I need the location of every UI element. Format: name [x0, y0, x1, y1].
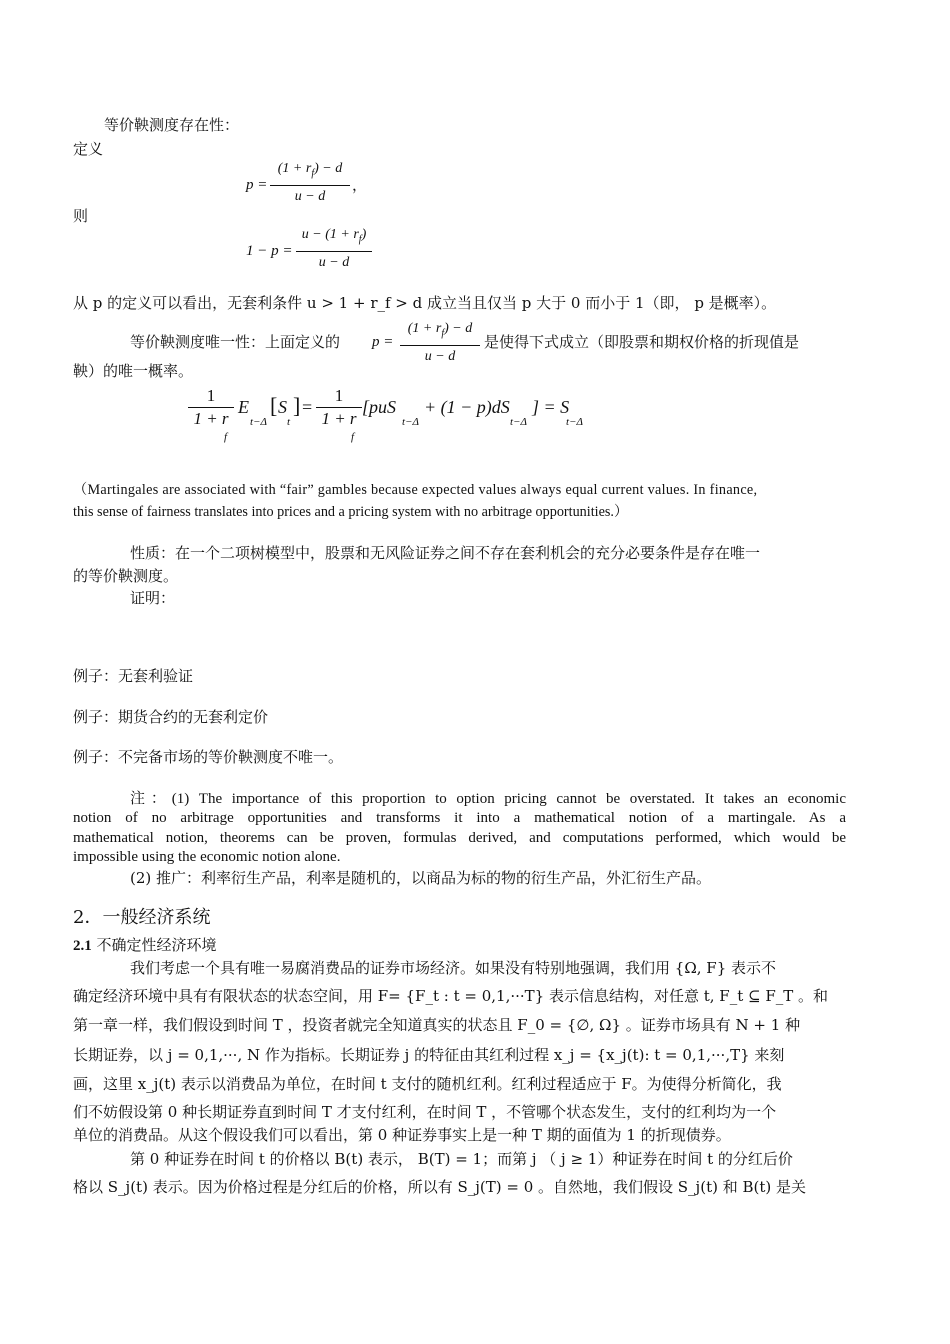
eq2-lhs: 1 − p =: [246, 243, 293, 259]
body-line5: 画，这里 x_j(t) 表示以消费品为单位，在时间 t 支付的随机红利。红利过程适应于 F。为使得分析简化，我: [73, 1075, 782, 1093]
example-1: 例子：无套利验证: [73, 667, 194, 685]
property-line2: 的等价鞅测度。: [73, 567, 179, 585]
body-line4: 长期证券，以 j = 0,1,···, N 作为指标。长期证券 j 的特征由其红利过程 x_j = {x_j(t): t = 0,1,···,T} 来刻: [73, 1046, 785, 1064]
body-line6: 们不妨假设第 0 种长期证券直到时间 T 才支付红利，在时间 T ，不管哪个状态发生，支付的红利均为一个: [73, 1103, 777, 1121]
note-line1: 注：(1) The importance of this proportion to option pricing cannot be overstated. It takes an economic: [130, 791, 846, 807]
body-line1: 我们考虑一个具有唯一易腐消费品的证券市场经济。如果没有特别地强调，我们用 {Ω, F} 表示不: [130, 959, 777, 977]
body-line7: 单位的消费品。从这个假设我们可以看出，第 0 种证券事实上是一种 T 期的面值为 1 的折现债券。: [73, 1126, 731, 1144]
example-3: 例子：不完备市场的等价鞅测度不唯一。: [73, 748, 344, 766]
body-line2: 确定经济环境中具有有限状态的状态空间，用 F= {F_t : t = 0,1,···T} 表示信息结构，对任意 t, F_t ⊆ F_T 。和: [73, 987, 829, 1005]
heading-existence: 等价鞅测度存在性：: [104, 116, 240, 134]
label-then: 则: [73, 207, 89, 225]
eq1-comma: ，: [352, 176, 368, 194]
eq3-body: [puS: [362, 397, 397, 417]
section-2-1-heading: 2.1 不确定性经济环境: [73, 936, 217, 954]
note-line4: impossible using the economic notion alone.: [73, 849, 341, 865]
uniqueness-p-eq: p =: [372, 334, 394, 350]
eq1-lhs: p =: [246, 177, 268, 193]
body-line3: 第一章一样，我们假设到时间 T ，投资者就完全知道真实的状态且 F_0 = {∅, Ω} 。证券市场具有 N + 1 种: [73, 1016, 801, 1034]
note-line2: notion of no arbitrage opportunities and transforms it into a mathematical notion of a martingale. As a: [73, 810, 846, 826]
eq3-body3: ] = S: [532, 397, 570, 417]
note-line5: (2) 推广：利率衍生产品，利率是随机的，以商品为标的物的衍生产品，外汇衍生产品。: [130, 869, 712, 887]
english-note-line1: （Martingales are associated with “fair” gambles because expected values always equal current values. In finance,: [73, 482, 758, 498]
eq3-fraction-2: 1 1 + r: [316, 387, 362, 428]
example-2: 例子：期货合约的无套利定价: [73, 708, 269, 726]
eq2-fraction: $u - (1 + r_f)$ u − d: [296, 226, 372, 272]
eq3-fraction-1: 1 1 + r: [188, 387, 234, 428]
eq3-s: S: [278, 397, 287, 417]
label-definition: 定义: [73, 140, 104, 158]
eq3-body-sub1: t−Δ: [402, 416, 419, 428]
eq3-sub-f2: f: [351, 431, 355, 443]
eq3-body-sub2: t−Δ: [510, 416, 527, 428]
uniqueness-text-a: 等价鞅测度唯一性：上面定义的: [130, 333, 341, 351]
proof-label: 证明：: [130, 589, 176, 607]
uniqueness-fraction: $(1 + r_f) - d$ u − d: [400, 320, 480, 366]
paragraph-no-arbitrage: 从 p 的定义可以看出，无套利条件 u > 1 + r_f > d 成立当且仅当 p 大于 0 而小于 1（即， p 是概率）。: [73, 294, 777, 312]
english-note-line2: this sense of fairness translates into prices and a pricing system with no arbitrage opportunities.）: [73, 504, 629, 520]
section-2-heading: 2．一般经济系统: [73, 907, 211, 928]
property-line1: 性质：在一个二项树模型中，股票和无风险证券之间不存在套利机会的充分必要条件是存在唯一: [130, 544, 761, 562]
eq3-equals: =: [302, 397, 313, 417]
eq3-body-sub3: t−Δ: [566, 416, 583, 428]
eq3-body2: + (1 − p)dS: [424, 397, 510, 417]
uniqueness-text-c: 鞅）的唯一概率。: [73, 362, 194, 380]
eq1-fraction: $(1 + r_f) - d$ u − d: [270, 160, 350, 206]
eq3-e-sub: t−Δ: [250, 416, 267, 428]
eq3-bracket-close: ]: [293, 393, 301, 418]
note-line3: mathematical notion, theorems can be proven, formulas derived, and computations performed, which would be: [73, 830, 846, 846]
eq3-bracket-open: [: [270, 393, 278, 418]
body-line8: 第 0 种证券在时间 t 的价格以 B(t) 表示， B(T) = 1；而第 j （ j ≥ 1）种证券在时间 t 的分红后价: [130, 1150, 793, 1168]
eq3-s-sub: t: [287, 416, 291, 428]
eq3-expectation: E: [238, 397, 249, 417]
uniqueness-text-b: 是使得下式成立（即股票和期权价格的折现值是: [484, 333, 800, 351]
body-line9: 格以 S_j(t) 表示。因为价格过程是分红后的价格，所以有 S_j(T) = 0 。自然地，我们假设 S_j(t) 和 B(t) 是关: [73, 1178, 807, 1196]
eq3-sub-f1: f: [224, 431, 228, 443]
